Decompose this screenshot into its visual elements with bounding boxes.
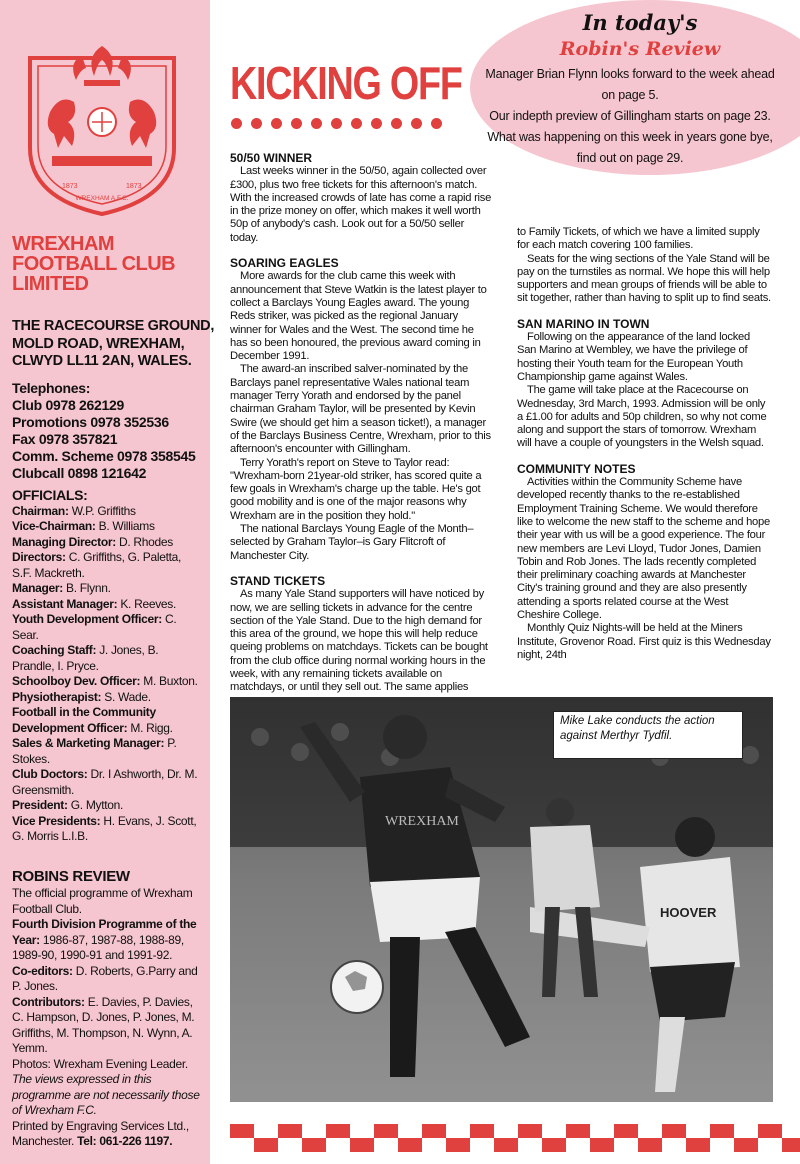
- official-role: Schoolboy Dev. Officer:: [12, 674, 141, 688]
- article-paragraph: Monthly Quiz Nights-will be held at the Miners Institute, Grovenor Road. First quiz is this Wednesday night, 24th: [517, 622, 771, 661]
- strip-square: [230, 1124, 254, 1138]
- official-name: B. Williams: [95, 519, 155, 533]
- official-name: K. Reeves.: [117, 596, 177, 611]
- award-years: 1986-87, 1987-88, 1988-89, 1989-90, 1990-91 and 1991-92.: [12, 932, 184, 962]
- telephone-line: Club 0978 262129: [12, 397, 124, 413]
- crest-year-right: 1873: [126, 183, 142, 190]
- award-label: Fourth Division Programme of the Year:: [12, 917, 197, 947]
- official-role: Youth Development Officer:: [12, 612, 162, 626]
- official-role: Football in the Community Development Officer:: [12, 705, 156, 735]
- contributors-names: E. Davies, P. Davies, C. Hampson, D. Jones, P. Jones, M. Griffiths, M. Thompson, N. Wynn, A. Yemm.: [12, 994, 195, 1055]
- coeditors-names: D. Roberts, G.Parry and P. Jones.: [12, 963, 198, 993]
- bubble-line: Our indepth preview of Gillingham starts on page 23.: [489, 109, 771, 123]
- official-name: P. Stokes.: [12, 736, 177, 766]
- disclaimer-text: The views expressed in this programme are not necessarily those of Wrexham F.C.: [12, 1072, 200, 1117]
- club-name-line: FOOTBALL CLUB: [12, 253, 176, 275]
- official-entry: [12, 597, 202, 613]
- coeditors: [12, 964, 202, 995]
- strip-square: [374, 1124, 398, 1138]
- strip-square: [542, 1138, 566, 1152]
- club-crest-icon: [22, 38, 182, 218]
- official-role: Coaching Staff:: [12, 643, 97, 657]
- official-role: Assistant Manager:: [12, 596, 118, 611]
- address-line: MOLD ROAD, WREXHAM,: [12, 335, 185, 352]
- article-column-right: [517, 226, 771, 662]
- strip-square: [374, 1138, 398, 1152]
- article-paragraph: to Family Tickets, of which we have a limited supply for each match covering 100 families.: [517, 226, 760, 252]
- official-name: D. Rhodes: [115, 534, 173, 549]
- official-entry: [12, 519, 202, 535]
- official-entry: [12, 504, 202, 520]
- strip-square: [518, 1138, 542, 1152]
- official-name: M. Rigg.: [127, 720, 173, 735]
- club-name: [12, 234, 202, 294]
- strip-square: [278, 1138, 302, 1152]
- robins-review-heading: ROBINS REVIEW: [12, 868, 130, 885]
- official-entry: [12, 814, 202, 845]
- strip-square: [326, 1124, 350, 1138]
- shirt-text-left: WREXHAM: [385, 814, 459, 829]
- article-heading: SOARING EAGLES: [230, 256, 339, 271]
- official-entry: [12, 674, 202, 690]
- official-name: C. Griffiths, G. Paletta, S.F. Mackreth.: [12, 550, 182, 580]
- crest-year-left: 1873: [62, 183, 78, 190]
- club-name-line: LIMITED: [12, 273, 89, 295]
- strip-square: [398, 1124, 422, 1138]
- strip-square: [302, 1124, 326, 1138]
- strip-square: [494, 1124, 518, 1138]
- article-column-left: [230, 152, 492, 695]
- club-name-line: WREXHAM: [12, 233, 115, 255]
- official-role: Club Doctors:: [12, 767, 88, 781]
- telephone-line: Fax 0978 357821: [12, 431, 118, 447]
- strip-square: [446, 1124, 470, 1138]
- shirt-text-right: HOOVER: [660, 905, 717, 920]
- strip-square: [350, 1124, 374, 1138]
- strip-square: [566, 1138, 590, 1152]
- official-entry: [12, 581, 202, 597]
- article-heading: SAN MARINO IN TOWN: [517, 316, 650, 331]
- article-paragraph: Activities within the Community Scheme have developed recently thanks to the re-established Employment Training Scheme. We would therefore like to welcome the new staff to the scheme and hope their year with us will be a good experience. The four new members are Levi Lloyd, Tudor Jones, Damien Tobin and Rob Jones. The lads recently completed their preliminary coaching awards at Manchester City's training ground and they are also presently attending a sports related course at the West Cheshire College.: [517, 476, 770, 622]
- official-role: President:: [12, 798, 68, 812]
- strip-square: [638, 1138, 662, 1152]
- printer-name: Printed by Engraving Services Ltd., Manchester.: [12, 1118, 189, 1148]
- dot: [311, 118, 322, 129]
- official-entry: [12, 798, 202, 814]
- strip-square: [422, 1138, 446, 1152]
- contributors: [12, 995, 202, 1057]
- bubble-line: What was happening on this week in years gone bye, find out on page 29.: [487, 130, 773, 165]
- sidebar: [0, 0, 215, 1164]
- checkered-footer-strip: [230, 1124, 800, 1152]
- strip-square: [662, 1138, 686, 1152]
- strip-row: [230, 1124, 800, 1138]
- article-paragraph: As many Yale Stand supporters will have noticed by now, we are selling tickets in advance for the centre section of the Yale Stand. Due to the high demand for this area of the ground, we hope this will help reduce queing problems on matchdays. Tickets can be bought from the club office during normal working hours in the week, with any remaining tickets available on matchdays, or until they sell out. The same applies: [230, 588, 488, 694]
- official-name: C. Sear.: [12, 612, 177, 642]
- article-paragraph: The game will take place at the Racecourse on Wednesday, 3rd March, 1993. Admission will be only a £1.00 for adults and 50p children, so why not come along and support the stars of tomorrow. Wrexham will have a couple of youngsters in the Welsh squad.: [517, 384, 767, 450]
- strip-square: [398, 1138, 422, 1152]
- strip-square: [710, 1124, 734, 1138]
- strip-square: [494, 1138, 518, 1152]
- strip-square: [326, 1138, 350, 1152]
- strip-row: [230, 1138, 800, 1152]
- strip-square: [638, 1124, 662, 1138]
- dot: [331, 118, 342, 129]
- official-entry: [12, 643, 202, 674]
- page-title: KICKING OFF: [230, 57, 462, 109]
- official-role: Vice Presidents:: [12, 813, 101, 828]
- dot: [251, 118, 262, 129]
- strip-square: [734, 1138, 758, 1152]
- disclaimer: [12, 1072, 202, 1119]
- bubble-contents: [480, 64, 780, 169]
- title-dots: [231, 118, 461, 132]
- printer-credit: [12, 1119, 202, 1150]
- strip-square: [782, 1138, 800, 1152]
- strip-square: [734, 1124, 758, 1138]
- article-paragraph: The award-an inscribed salver-nominated by the Barclays panel representative Wales national team manager Terry Yorath and endorsed by the panel chairman Graham Taylor, will be presented by Kevin Swire (we should get him a season ticket!), a manager of the Barclays Business Centre, Wrexham, prior to this afternoon's encounter with Gillingham.: [230, 363, 491, 456]
- article-paragraph: Following on the appearance of the land locked San Marino at Wembley, we have the privilege of hosting their Youth team for the European Youth Championship game against Wales.: [517, 331, 750, 383]
- article-heading: COMMUNITY NOTES: [517, 461, 636, 476]
- strip-square: [254, 1138, 278, 1152]
- strip-square: [470, 1124, 494, 1138]
- club-address: [12, 318, 215, 371]
- strip-square: [254, 1124, 278, 1138]
- strip-square: [590, 1124, 614, 1138]
- official-role: Manager:: [12, 581, 63, 595]
- strip-square: [614, 1138, 638, 1152]
- telephone-line: Comm. Scheme 0978 358545: [12, 448, 196, 464]
- official-role: Managing Director:: [12, 534, 116, 549]
- telephone-line: Promotions 0978 352536: [12, 414, 169, 430]
- official-role: Chairman:: [12, 503, 69, 518]
- official-name: G. Mytton.: [67, 798, 124, 812]
- dot: [411, 118, 422, 129]
- official-name: M. Buxton.: [140, 674, 198, 688]
- strip-square: [470, 1138, 494, 1152]
- official-name: W.P. Griffiths: [68, 503, 136, 518]
- strip-square: [350, 1138, 374, 1152]
- dot: [291, 118, 302, 129]
- telephone-line: Telephones:: [12, 380, 91, 396]
- programme-award: [12, 917, 202, 964]
- strip-square: [758, 1124, 782, 1138]
- photo-credit: Photos: Wrexham Evening Leader.: [12, 1056, 188, 1071]
- strip-square: [278, 1124, 302, 1138]
- strip-square: [686, 1124, 710, 1138]
- strip-square: [518, 1124, 542, 1138]
- official-entry: [12, 690, 202, 706]
- strip-square: [230, 1138, 254, 1152]
- article-paragraph: Seats for the wing sections of the Yale Stand will be pay on the turnstiles as normal. We hope this will help supporters and mean groups of friends will be able to sit together, rather than having to split up to find seats.: [517, 252, 771, 305]
- coeditors-label: Co-editors:: [12, 963, 73, 978]
- official-role: Sales & Marketing Manager:: [12, 736, 165, 750]
- official-name: S. Wade.: [101, 689, 151, 704]
- bubble-title: In today's: [582, 10, 698, 35]
- telephone-list: [12, 380, 207, 482]
- telephone-line: Clubcall 0898 121642: [12, 465, 147, 481]
- official-name: J. Jones, B. Prandle, I. Pryce.: [12, 643, 159, 673]
- officials-heading: OFFICIALS:: [12, 487, 88, 503]
- strip-square: [422, 1124, 446, 1138]
- official-entry: [12, 767, 202, 798]
- official-name: Dr. I Ashworth, Dr. M. Greensmith.: [12, 767, 198, 797]
- strip-square: [662, 1124, 686, 1138]
- article-paragraph: Terry Yorath's report on Steve to Taylor read: "Wrexham-born 21year-old striker, has scored quite a few goals in Wrexham's charge up the table. He's got good mobility and is one of the major reasons why Wrexham are in the position they hold.": [230, 456, 482, 522]
- programme-intro: The official programme of Wrexham Football Club.: [12, 886, 193, 916]
- dot: [431, 118, 442, 129]
- bubble-subtitle: Robin's Review: [559, 38, 721, 60]
- dot: [371, 118, 382, 129]
- strip-square: [302, 1138, 326, 1152]
- contributors-label: Contributors:: [12, 994, 85, 1009]
- strip-square: [686, 1138, 710, 1152]
- article-paragraph: Last weeks winner in the 50/50, again collected over £300, plus two free tickets for this afternoon's match. With the increased crowds of late has come a rapid rise in the prize money on offer, which makes it well worth 50p of anybody's cash. Look out for a 50/50 seller today.: [230, 165, 492, 244]
- dot: [391, 118, 402, 129]
- article-heading: 50/50 WINNER: [230, 151, 313, 165]
- official-role: Physiotherapist:: [12, 689, 102, 704]
- official-entry: [12, 612, 202, 643]
- dot: [231, 118, 242, 129]
- strip-square: [782, 1124, 800, 1138]
- printer-tel: Tel: 061-226 1197.: [74, 1134, 173, 1148]
- bubble-line: Manager Brian Flynn looks forward to the week ahead on page 5.: [485, 67, 775, 102]
- strip-square: [614, 1124, 638, 1138]
- dot: [351, 118, 362, 129]
- officials-list: [12, 488, 202, 845]
- official-entry: [12, 705, 202, 736]
- photo-caption: Mike Lake conducts the action against Merthyr Tydfil.: [553, 711, 743, 759]
- address-line: THE RACECOURSE GROUND,: [12, 318, 215, 334]
- official-role: Directors:: [12, 550, 66, 564]
- robins-review-credits: [12, 868, 202, 1150]
- dot: [271, 118, 282, 129]
- official-name: H. Evans, J. Scott, G. Morris L.I.B.: [12, 813, 197, 843]
- strip-square: [758, 1138, 782, 1152]
- official-name: B. Flynn.: [62, 581, 111, 595]
- address-line: CLWYD LL11 2AN, WALES.: [12, 353, 192, 369]
- official-role: Vice-Chairman:: [12, 519, 96, 533]
- article-heading: STAND TICKETS: [230, 573, 326, 588]
- official-entry: [12, 535, 202, 551]
- strip-square: [446, 1138, 470, 1152]
- official-entry: [12, 550, 202, 581]
- official-entry: [12, 736, 202, 767]
- strip-square: [542, 1124, 566, 1138]
- article-paragraph: The national Barclays Young Eagle of the Month–selected by Graham Taylor–is Gary Flitcroft of Manchester City.: [230, 523, 474, 562]
- strip-square: [710, 1138, 734, 1152]
- strip-square: [566, 1124, 590, 1138]
- article-paragraph: More awards for the club came this week with announcement that Steve Watkin is the latest player to collect a Barclays Young Eagles award. The young Reds striker, was picked as the regional January winner for Wales and the West. The second time he has so been honoured, the previous award coming in December 1991.: [230, 270, 487, 363]
- crest-label: WREXHAM A.F.C.: [75, 195, 129, 202]
- strip-square: [590, 1138, 614, 1152]
